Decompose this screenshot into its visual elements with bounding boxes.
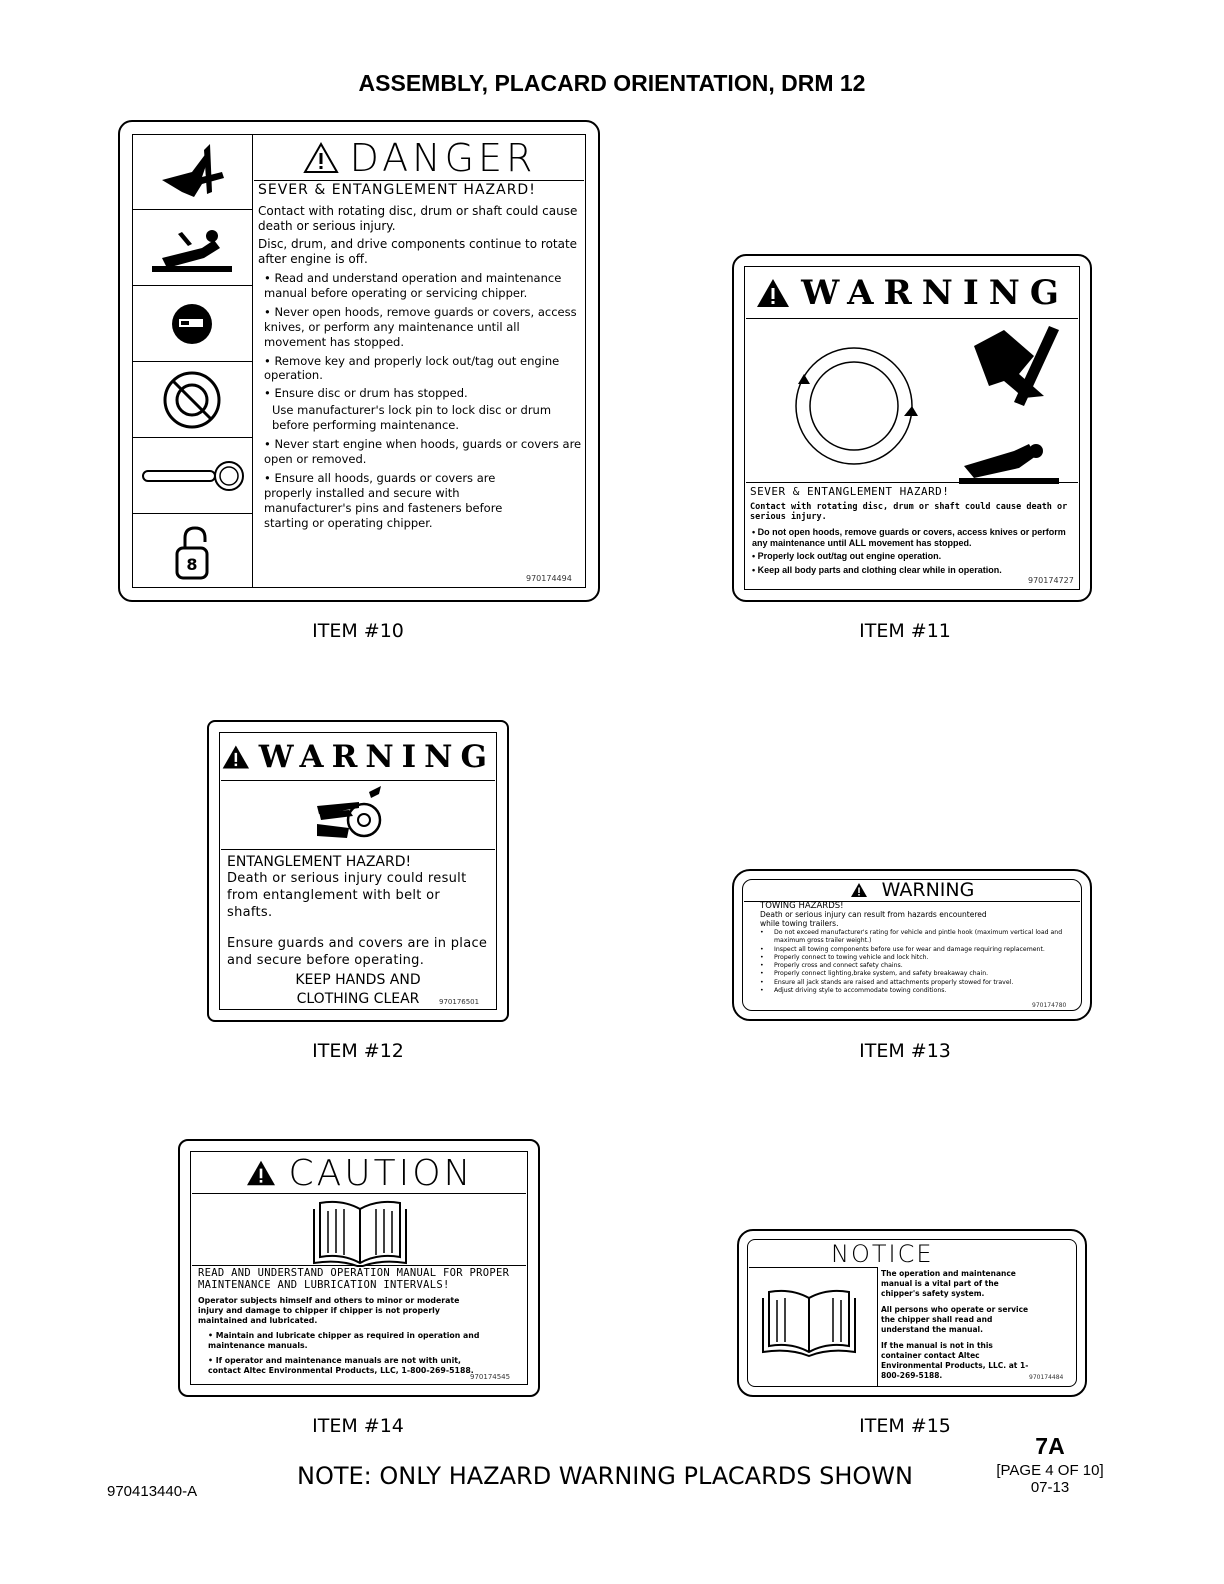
bullet-dot: • [760, 929, 764, 936]
i11-p1: Contact with rotating disc, drum or shaft could cause death or serious injury. [750, 502, 1068, 522]
i12-warning-word: WARNING [258, 739, 495, 775]
bullet-dot: • [760, 945, 764, 953]
i10-b1: • Read and understand operation and maintenance manual before operating or servicing chipper. [258, 271, 582, 301]
alert-triangle-icon [245, 1159, 277, 1187]
page-title: ASSEMBLY, PLACARD ORIENTATION, DRM 12 [358, 70, 866, 96]
i15-part-number: 970174484 [1029, 1374, 1064, 1381]
i11-warning-word: WARNING [801, 273, 1069, 313]
i12-subheader: ENTANGLEMENT HAZARD! [227, 854, 412, 870]
i12-p3b: CLOTHING CLEAR [296, 991, 420, 1007]
i13-bullet [760, 946, 1082, 954]
bullet-dot: • [760, 978, 764, 986]
i11-b1: • Do not open hoods, remove guards or covers, access knives or perform any maintenance until ALL movement has stopped. [750, 527, 1074, 548]
i15-p3: If the manual is not in this container contact Altec Environmental Products, LLC. at 1-800-269-5188. [881, 1341, 1029, 1380]
i11-header [746, 268, 1078, 319]
i13-p1: Death or serious injury can result from hazards encountered while towing trailers. [760, 910, 987, 928]
padlock-icon [132, 514, 252, 593]
i15-p2: All persons who operate or service the chipper shall read and understand the manual. [881, 1305, 1029, 1334]
placard-item-15 [737, 1229, 1087, 1397]
i13-header [744, 879, 1080, 902]
section-number: 7A [1035, 1433, 1065, 1459]
icon-column [132, 134, 253, 588]
bullet-dot: • [760, 962, 764, 970]
bullet-dot: • [760, 987, 764, 995]
i14-b2: • If operator and maintenance manuals are not with unit, contact Altec Environmental Products, LLC, 1-800-269-5188. [198, 1356, 478, 1376]
i13-bullet [760, 954, 1082, 962]
i11-b2: • Properly lock out/tag out engine operation. [750, 551, 1074, 562]
i14-text [192, 1265, 526, 1378]
placard-item-11 [732, 254, 1092, 602]
i13-part-number: 970174780 [1032, 1002, 1067, 1009]
item-13-label: ITEM #13 [859, 1040, 951, 1062]
i13-subheader: TOWING HAZARDS! [760, 901, 844, 911]
i12-p3a: KEEP HANDS AND [295, 972, 421, 988]
i13-warning-word: WARNING [881, 879, 975, 901]
i13-bullet-text: Properly connect to towing vehicle and lock hitch. [774, 953, 929, 961]
i10-b5: • Never start engine when hoods, guards or covers are open or removed. [258, 437, 582, 467]
alert-triangle-icon [221, 742, 251, 772]
danger-header [254, 136, 584, 181]
i12-part-number: 970176501 [439, 998, 480, 1006]
i13-bullet [760, 979, 1082, 987]
i15-header-rule [749, 1267, 877, 1268]
i13-bullet-text: Do not exceed manufacturer's rating for vehicle and pintle hook (maximum vertical load and maximum gross trailer weight.) [774, 929, 1063, 945]
i10-text [258, 182, 582, 531]
bullet-dot: • [760, 953, 764, 961]
i10-b3: • Remove key and properly lock out/tag out engine operation. [258, 354, 582, 382]
i11-b3: • Keep all body parts and clothing clear while in operation. [750, 565, 1074, 576]
danger-word: DANGER [349, 136, 537, 180]
revision-date: 07-13 [1030, 1479, 1070, 1496]
i10-b4b: Use manufacturer's lock pin to lock disc or drum before performing maintenance. [272, 403, 552, 432]
i14-header [192, 1153, 526, 1194]
bullet-dot: • [760, 970, 764, 978]
alert-triangle-icon [850, 882, 868, 898]
i10-subheader: SEVER & ENTANGLEMENT HAZARD! [258, 182, 536, 198]
i11-subheader: SEVER & ENTANGLEMENT HAZARD! [750, 485, 950, 498]
i13-bullet-text: Inspect all towing components before use for wear and damage requiring replacement. [774, 945, 1045, 953]
belt-entanglement-icon [309, 784, 389, 844]
i13-bullets [760, 929, 1082, 995]
alert-triangle-icon [302, 141, 340, 175]
alert-triangle-icon [755, 277, 791, 309]
i13-bullet-text: Ensure all jack stands are raised and attachments properly stowed for travel. [774, 978, 1014, 986]
item-11-label: ITEM #11 [859, 620, 951, 642]
i14-part-number: 970174545 [470, 1373, 511, 1381]
eye-protection-icon [132, 286, 252, 362]
i12-header [221, 734, 495, 781]
i13-bullet [760, 987, 1082, 995]
i10-b6: • Ensure all hoods, guards or covers are properly installed and secure with manufacturer's pins and fasteners before starting or operating chipper. [258, 471, 524, 531]
i14-p1: Operator subjects himself and others to minor or moderate injury and damage to chipper if chipper is not properly maintained and lubricated. [198, 1296, 460, 1325]
manual-book-icon [761, 1285, 857, 1357]
footer-note: NOTE: ONLY HAZARD WARNING PLACARDS SHOWN [297, 1462, 913, 1490]
i12-p2: Ensure guards and covers are in place and secure before operating. [227, 936, 488, 968]
page-count: [PAGE 4 OF 10] [996, 1462, 1104, 1479]
i10-b2: • Never open hoods, remove guards or covers, access knives, or perform any maintenance until all movement has stopped. [258, 305, 582, 350]
item-12-label: ITEM #12 [312, 1040, 404, 1062]
document-number: 970413440-A [107, 1483, 198, 1500]
item-10-label: ITEM #10 [312, 620, 404, 642]
i14-caution-word: CAUTION [288, 1152, 474, 1194]
i10-p1: Contact with rotating disc, drum or shaft could cause death or serious injury. [258, 204, 578, 233]
i13-text [760, 902, 1082, 995]
i14-subheader: READ AND UNDERSTAND OPERATION MANUAL FOR PROPER MAINTENANCE AND LUBRICATION INTERVALS! [198, 1267, 510, 1291]
i15-text [881, 1269, 1031, 1381]
svg-text:8: 8 [186, 554, 198, 574]
item-14-label: ITEM #14 [312, 1415, 404, 1437]
rotating-sever-illustration [774, 326, 1064, 486]
i13-bullet [760, 970, 1082, 978]
i10-part-number: 970174494 [526, 574, 572, 583]
placard-item-12 [207, 720, 509, 1022]
item-15-label: ITEM #15 [859, 1415, 951, 1437]
i15-notice-word: NOTICE [831, 1240, 934, 1268]
entanglement-body-icon [132, 210, 252, 286]
i10-b4: • Ensure disc or drum has stopped. [258, 386, 582, 401]
i14-b1: • Maintain and lubricate chipper as required in operation and maintenance manuals. [198, 1331, 508, 1351]
i12-p1: Death or serious injury could result from entanglement with belt or shafts. [227, 871, 467, 920]
i13-bullet-text: Properly connect lighting,brake system, and safety breakaway chain. [774, 970, 989, 978]
lock-pin-icon [132, 438, 252, 514]
i13-bullet-text: Adjust driving style to accommodate towing conditions. [774, 987, 947, 995]
i13-bullet [760, 962, 1082, 970]
i10-p2: Disc, drum, and drive components continue to rotate after engine is off. [258, 237, 578, 266]
i15-divider [877, 1267, 878, 1387]
placard-item-13 [732, 869, 1092, 1021]
placard-item-14 [178, 1139, 540, 1397]
i15-p1: The operation and maintenance manual is a vital part of the chipper's safety system. [881, 1269, 1016, 1298]
i12-text [221, 849, 495, 1013]
placard-item-10 [118, 120, 600, 602]
manual-book-icon [312, 1197, 408, 1267]
rotating-hazard-icon [132, 362, 252, 438]
i13-bullet-text: Properly cross and connect safety chains. [774, 962, 903, 970]
i11-text [746, 482, 1078, 577]
i11-part-number: 970174727 [1028, 576, 1074, 585]
hand-cut-icon [132, 134, 252, 210]
i13-bullet [760, 929, 1082, 946]
